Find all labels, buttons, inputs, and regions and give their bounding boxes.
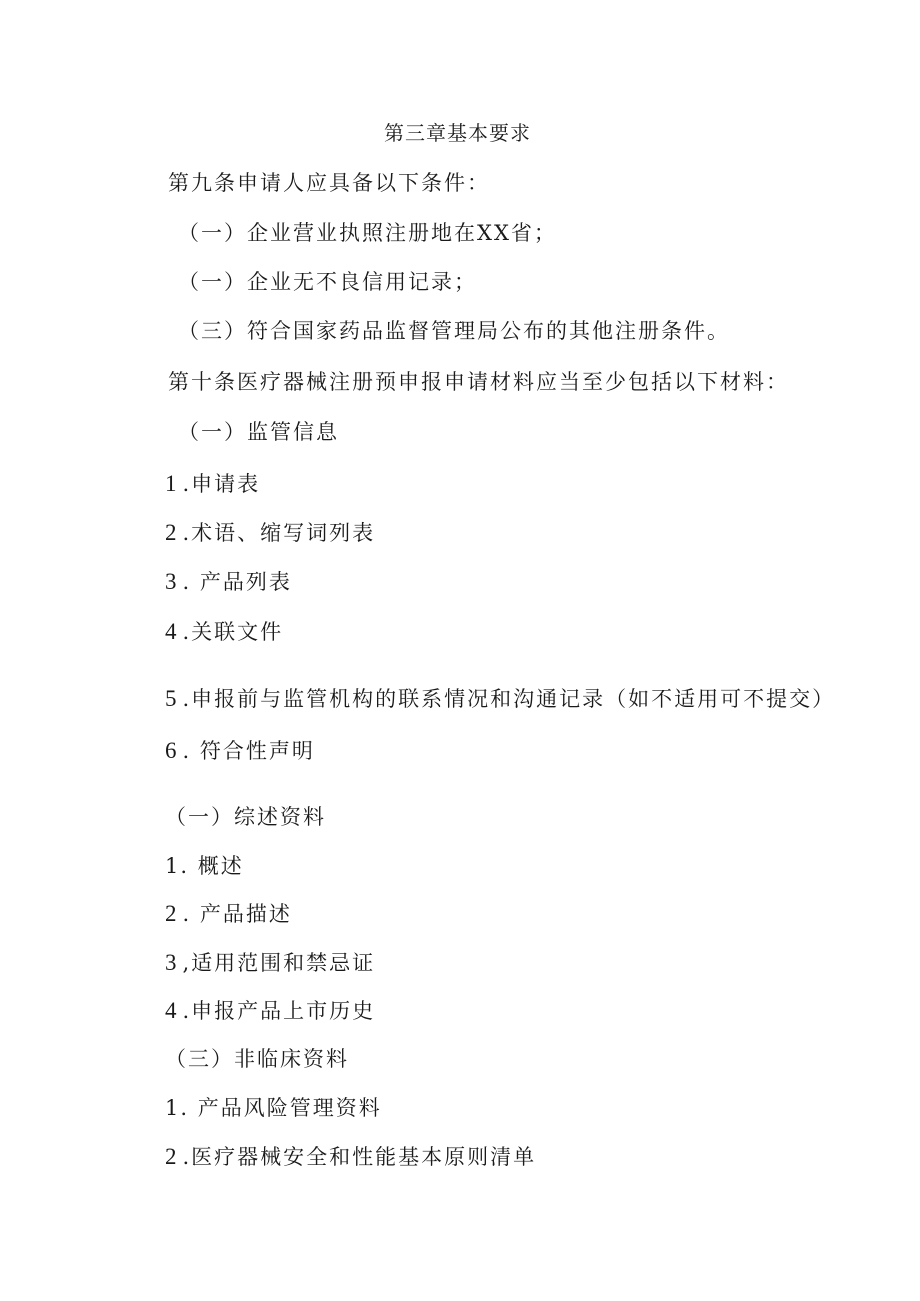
- section-overview: （一）综述资料: [165, 805, 326, 829]
- article-10-heading: 第十条医疗器械注册预申报申请材料应当至少包括以下材料：: [168, 370, 789, 394]
- list-item-text: .术语、缩写词列表: [182, 521, 376, 545]
- section-regulatory-info: （一）监管信息: [178, 420, 339, 444]
- condition-item-1: （一）企业营业执照注册地在XX省；: [178, 221, 557, 245]
- list-item-number: 3: [165, 569, 177, 594]
- list-item: 1. 概述: [165, 854, 244, 878]
- list-item-number: 2: [165, 1144, 177, 1169]
- list-item-text: .申报前与监管机构的联系情况和沟通记录（如不适用可不提交）: [182, 687, 836, 711]
- list-item-text: . 产品描述: [182, 902, 292, 926]
- list-item-number: 5: [165, 686, 177, 711]
- list-item: [165, 618, 283, 646]
- list-item: [165, 900, 292, 928]
- list-item-text: .关联文件: [182, 620, 284, 644]
- condition-item-3: （三）符合国家药品监督管理局公布的其他注册条件。: [178, 319, 730, 343]
- chapter-title: 第三章基本要求: [384, 121, 531, 145]
- list-item-text: . 产品列表: [182, 570, 292, 594]
- list-item: [165, 737, 315, 765]
- list-item-number: 4: [165, 619, 177, 644]
- list-item: [165, 949, 375, 977]
- list-item: [165, 685, 835, 713]
- list-item-number: 4: [165, 998, 177, 1023]
- list-item-text: . 符合性声明: [182, 739, 315, 763]
- list-item: [165, 997, 375, 1025]
- list-item-text: .医疗器械安全和性能基本原则清单: [182, 1145, 537, 1169]
- list-item: [165, 1143, 536, 1171]
- list-item: [165, 519, 375, 547]
- list-item: [165, 470, 260, 498]
- list-item-text: .申请表: [182, 472, 261, 496]
- article-9-heading: 第九条申请人应具备以下条件：: [168, 171, 490, 195]
- list-item-number: 3: [165, 950, 177, 975]
- list-item-number: 1: [165, 471, 177, 496]
- list-item: [165, 568, 292, 596]
- list-item-number: 2: [165, 901, 177, 926]
- list-item-number: 2: [165, 520, 177, 545]
- list-item-text: .申报产品上市历史: [182, 999, 376, 1023]
- section-nonclinical: （三）非临床资料: [165, 1047, 349, 1071]
- list-item-text: ,适用范围和禁忌证: [182, 951, 376, 975]
- list-item: 1. 产品风险管理资料: [165, 1096, 382, 1120]
- list-item-number: 6: [165, 738, 177, 763]
- condition-item-2: （一）企业无不良信用记录；: [178, 270, 477, 294]
